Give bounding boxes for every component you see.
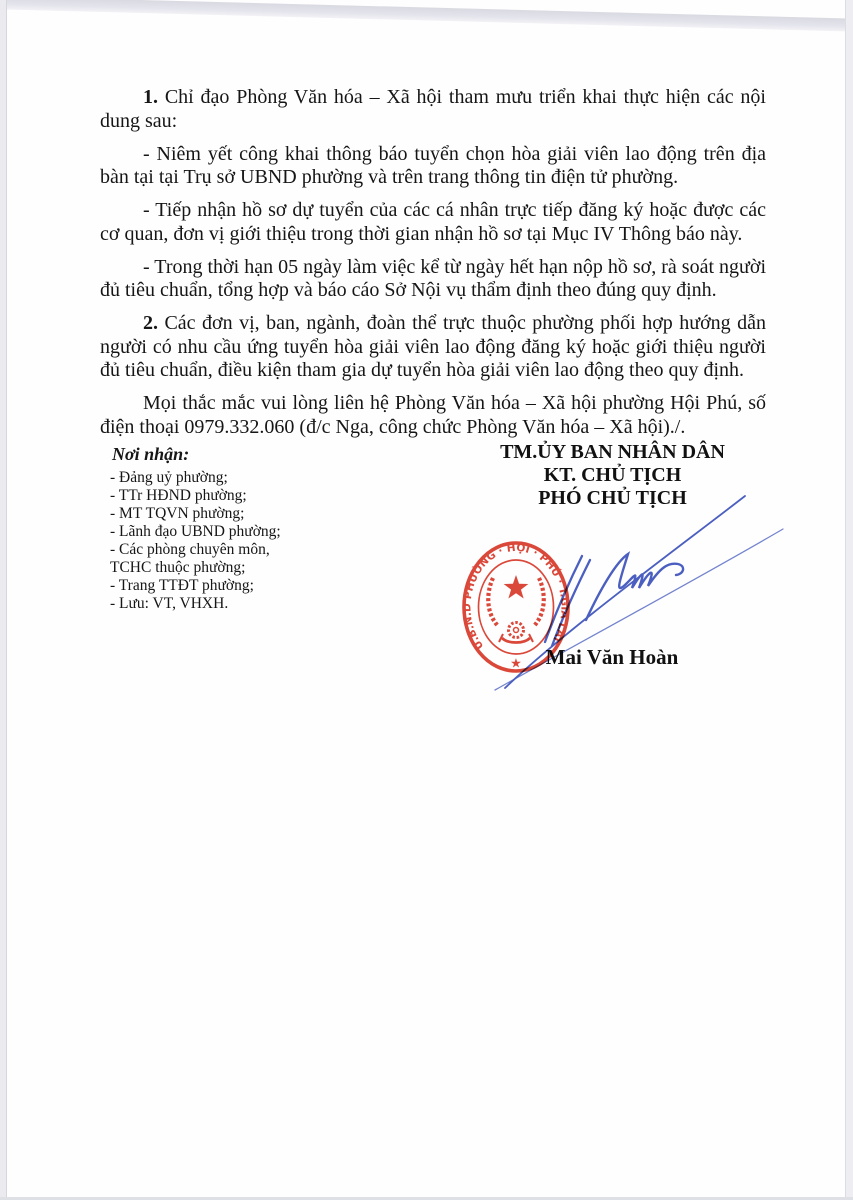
recipient-item: - Các phòng chuyên môn, (110, 541, 270, 558)
scan-top-edge (0, 0, 853, 32)
paragraph-1: 1. Chỉ đạo Phòng Văn hóa – Xã hội tham mưu triển khai thực hiện các nội dung sau: (100, 86, 766, 132)
recipient-item: - MT TQVN phường; (110, 505, 245, 522)
stamp-ring-text: U.B.N.D PHƯỜNG · HỘI · PHÚ · T.GIA LAI (461, 541, 571, 652)
paragraph-2-number: 2. (143, 312, 158, 334)
recipient-item: - Lãnh đạo UBND phường; (110, 523, 281, 540)
signoff-title: PHÓ CHỦ TỊCH (538, 487, 687, 510)
recipient-item: - Trang TTĐT phường; (110, 577, 254, 594)
paragraph-contact: Mọi thắc mắc vui lòng liên hệ Phòng Văn hóa – Xã hội phường Hội Phú, số điện thoại 0979.332.060 (đ/c Nga, công chức Phòng Văn hóa – Xã hội)./. (100, 392, 766, 438)
scan-right-edge (845, 0, 853, 1200)
handwritten-signature (458, 468, 790, 700)
scan-left-edge (0, 0, 7, 1200)
paragraph-1-bullet-2: - Tiếp nhận hồ sơ dự tuyển của các cá nhân trực tiếp đăng ký hoặc được các cơ quan, đơn vị giới thiệu trong thời gian nhận hồ sơ tại Mục IV Thông báo này. (100, 199, 766, 245)
recipients-heading: Nơi nhận: (112, 444, 190, 464)
paragraph-1-bullet-3: - Trong thời hạn 05 ngày làm việc kể từ ngày hết hạn nộp hồ sơ, rà soát người đủ tiêu chuẩn, tổng hợp và báo cáo Sở Nội vụ thẩm định theo đúng quy định. (100, 255, 766, 301)
recipient-item: - Lưu: VT, VHXH. (110, 595, 229, 612)
signer-name: Mai Văn Hoàn (545, 645, 679, 669)
paragraph-1-bullet-1: - Niêm yết công khai thông báo tuyển chọn hòa giải viên lao động trên địa bàn tại tại Trụ sở UBND phường và trên trang thông tin điện tử phường. (100, 142, 766, 188)
document-body (100, 86, 766, 449)
recipient-item-continuation: TCHC thuộc phường; (110, 559, 246, 576)
recipient-item: - Đảng uỷ phường; (110, 469, 228, 486)
recipients-block (110, 444, 360, 613)
signoff-org: TM.ỦY BAN NHÂN DÂN (500, 441, 725, 463)
stamp-bottom-star-icon: ★ (510, 655, 522, 671)
paragraph-1-number: 1. (143, 86, 158, 108)
signoff-kt: KT. CHỦ TỊCH (543, 464, 682, 487)
paragraph-2: 2. Các đơn vị, ban, ngành, đoàn thể trực thuộc phường phối hợp hướng dẫn người có nhu cầu ứng tuyển hòa giải viên lao động đăng ký hoặc giới thiệu người đủ tiêu chuẩn, điều kiện tham gia dự tuyển hòa giải viên lao động theo quy định. (100, 312, 766, 381)
recipient-item: - TTr HĐND phường; (110, 487, 247, 504)
